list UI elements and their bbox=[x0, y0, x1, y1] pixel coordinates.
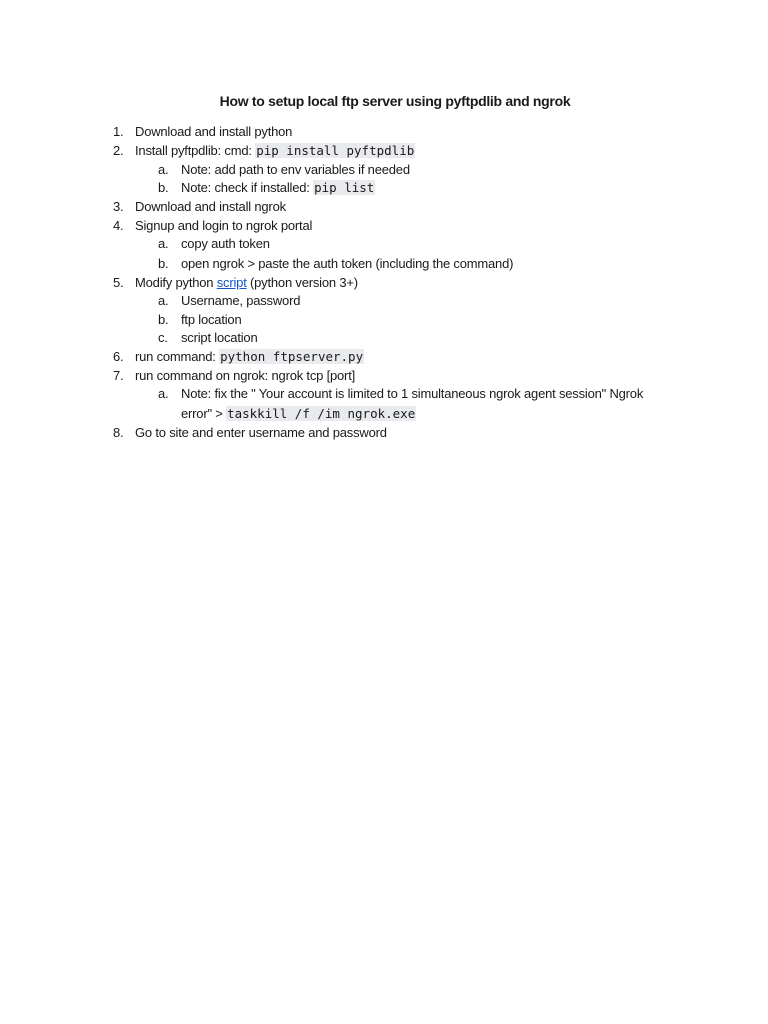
sub-item-letter: b. bbox=[158, 312, 169, 327]
item-text-after: (python version 3+) bbox=[246, 275, 358, 290]
item-number: 3. bbox=[113, 199, 124, 214]
document-title: How to setup local ftp server using pyftpdlib and ngrok bbox=[219, 93, 571, 109]
item-number: 7. bbox=[113, 368, 124, 383]
item-text: run command on ngrok: ngrok tcp [port] bbox=[135, 368, 356, 383]
sub-item-text: Note: fix the " Your account is limited to 1 simultaneous ngrok agent session" Ngrok bbox=[181, 386, 644, 401]
item-text: run command: bbox=[135, 349, 220, 364]
code-snippet: pip install pyftpdlib bbox=[256, 143, 415, 158]
item-number: 1. bbox=[113, 124, 124, 139]
sub-item-letter: b. bbox=[158, 256, 169, 271]
script-link[interactable]: script bbox=[216, 275, 247, 290]
sub-item-text: Note: add path to env variables if needed bbox=[181, 162, 410, 177]
code-snippet: pip list bbox=[314, 180, 375, 195]
sub-item-letter: a. bbox=[158, 236, 169, 251]
sub-item-letter: a. bbox=[158, 386, 169, 401]
item-number: 2. bbox=[113, 143, 124, 158]
item-number: 4. bbox=[113, 218, 124, 233]
sub-item-text: copy auth token bbox=[181, 236, 270, 251]
item-text: Go to site and enter username and password bbox=[135, 425, 387, 440]
sub-item-letter: b. bbox=[158, 180, 169, 195]
item-number: 8. bbox=[113, 425, 124, 440]
sub-item-text: error" > bbox=[181, 406, 227, 421]
sub-item-text: Username, password bbox=[181, 293, 301, 308]
sub-item-letter: a. bbox=[158, 162, 169, 177]
sub-item-text: Note: check if installed: bbox=[181, 180, 314, 195]
item-text: Install pyftpdlib: cmd: bbox=[135, 143, 256, 158]
item-number: 6. bbox=[113, 349, 124, 364]
code-snippet: python ftpserver.py bbox=[220, 349, 364, 364]
code-snippet: taskkill /f /im ngrok.exe bbox=[227, 406, 416, 421]
sub-item-letter: a. bbox=[158, 293, 169, 308]
sub-item-text: ftp location bbox=[181, 312, 242, 327]
sub-item-letter: c. bbox=[158, 330, 168, 345]
sub-item-text: script location bbox=[181, 330, 258, 345]
sub-item-text: open ngrok > paste the auth token (including the command) bbox=[181, 256, 514, 271]
item-text: Signup and login to ngrok portal bbox=[135, 218, 313, 233]
item-text: Download and install ngrok bbox=[135, 199, 286, 214]
item-number: 5. bbox=[113, 275, 124, 290]
item-text: Modify python bbox=[135, 275, 217, 290]
item-text: Download and install python bbox=[135, 124, 293, 139]
